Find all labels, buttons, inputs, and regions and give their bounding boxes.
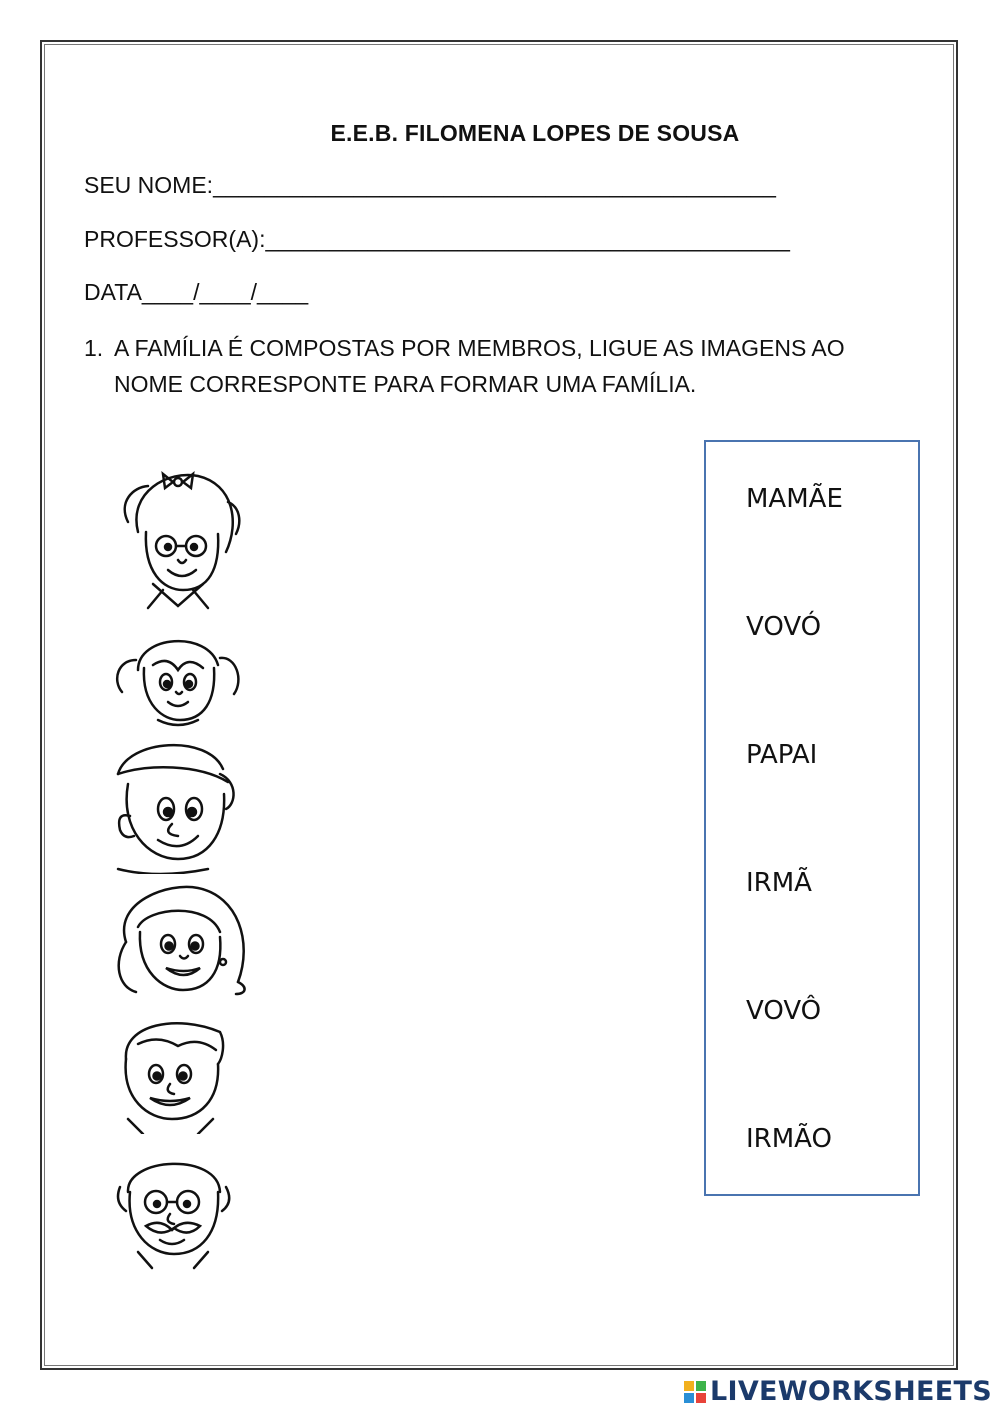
father-face[interactable] — [108, 1014, 238, 1134]
girl-face[interactable] — [108, 620, 248, 730]
question-text: A FAMÍLIA É COMPOSTAS POR MEMBROS, LIGUE AS IMAGENS AO NOME CORRESPONTE PARA FORMAR UMA FAMÍLIA. — [114, 335, 845, 397]
grandfather-face[interactable] — [108, 1142, 238, 1270]
question-1 — [84, 330, 884, 402]
date-field[interactable]: DATA____/____/____ — [84, 279, 309, 305]
word-mamae[interactable]: MAMÃE — [746, 484, 843, 514]
grandmother-face[interactable] — [108, 462, 248, 612]
teacher-field[interactable]: PROFESSOR(A):_________________________________________ — [84, 226, 790, 252]
word-papai[interactable]: PAPAI — [746, 740, 818, 770]
name-field[interactable]: SEU NOME:____________________________________________ — [84, 172, 776, 198]
boy-face[interactable] — [108, 734, 248, 874]
school-title: E.E.B. FILOMENA LOPES DE SOUSA — [330, 120, 740, 146]
word-irmao[interactable]: IRMÃO — [746, 1124, 832, 1154]
word-vovo-grandfather[interactable]: VOVÔ — [746, 996, 822, 1026]
logo-tiles-icon — [684, 1381, 706, 1403]
word-box — [704, 440, 920, 1196]
liveworksheets-logo — [684, 1376, 992, 1407]
mother-face[interactable] — [108, 882, 253, 1000]
question-number: 1. — [84, 335, 104, 361]
word-irma[interactable]: IRMÃ — [746, 868, 812, 898]
word-vovo-grandmother[interactable]: VOVÓ — [746, 612, 822, 642]
brand-name: LIVEWORKSHEETS — [709, 1376, 992, 1407]
